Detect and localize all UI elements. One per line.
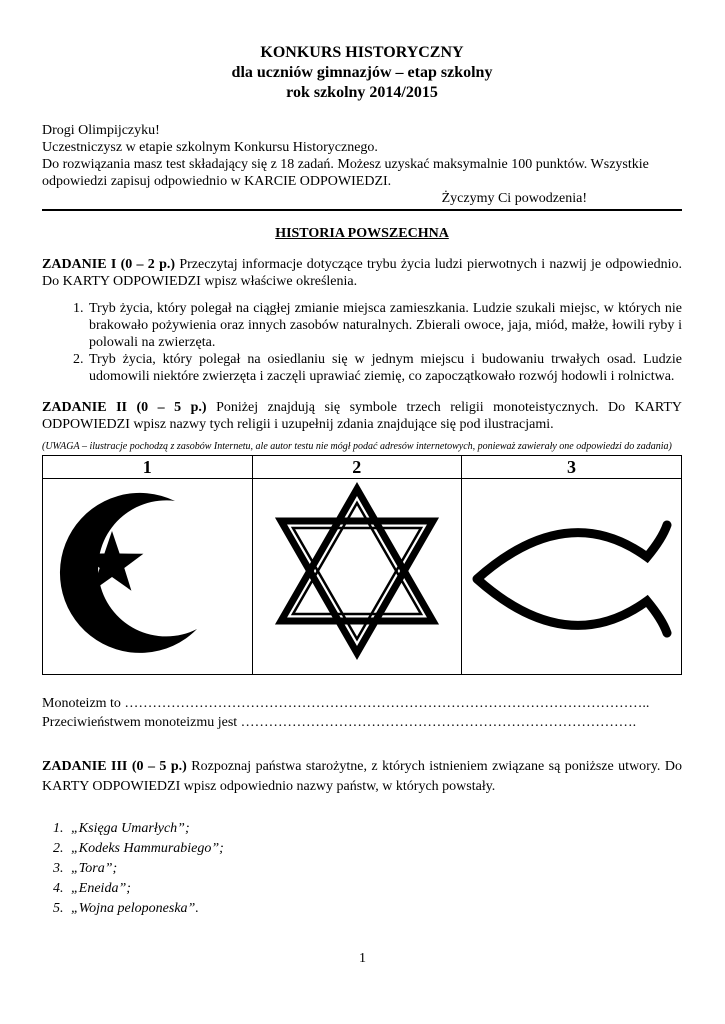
intro-greeting: Drogi Olimpijczyku! — [42, 123, 160, 138]
title-line-1: KONKURS HISTORYCZNY — [260, 44, 464, 61]
title-line-2: dla uczniów gimnazjów – etap szkolny — [231, 64, 493, 81]
task-3-item: 1. „Księga Umarłych”; — [67, 819, 682, 839]
header-divider — [42, 209, 682, 211]
intro-participation: Uczestniczysz w etapie szkolnym Konkursu Historycznego. — [42, 140, 378, 155]
symbol-cell-3 — [462, 479, 682, 675]
task-3-list — [42, 819, 682, 919]
task-1-item: 2. Tryb życia, który polegał na osiedlaniu się w jednym miejscu i budowaniu trwałych osad. Ludzie udomowili niektóre zwierzęta i zaczęli uprawiać ziemię, co zapoczątkowało rozwój hodowli i rolnictwa. — [87, 351, 682, 385]
intro-block — [42, 122, 682, 207]
task-3-item: 3. „Tora”; — [67, 859, 682, 879]
section-title: HISTORIA POWSZECHNA — [275, 226, 449, 241]
symbol-number-2: 2 — [252, 456, 462, 479]
symbol-cell-1 — [43, 479, 253, 675]
task-2-text: Poniżej znajdują się symbole trzech religii monoteistycznych. Do KARTY ODPOWIEDZI wpisz nazwy tych religii i uzupełnij zdania znajdujące się pod ilustracjami. — [42, 400, 683, 432]
symbol-cell-2 — [252, 479, 462, 675]
crescent-star-icon — [47, 479, 247, 669]
symbols-table — [42, 455, 682, 675]
task-1-label: ZADANIE I (0 – 2 p.) — [42, 257, 176, 272]
task-3-text: Rozpoznaj państwa starożytne, z których istnieniem związane są poniższe utwory. Do KARTY ODPOWIEDZI wpisz odpowiednio nazwy państw, w których powstały. — [42, 759, 682, 794]
task-3-item: 4. „Eneida”; — [67, 879, 682, 899]
task-3-label: ZADANIE III (0 – 5 p.) — [42, 759, 187, 774]
monotheism-fill-line: Monoteizm to ………………………………………………………………………………………………….. — [42, 696, 650, 711]
task-1-text: Przeczytaj informacje dotyczące trybu życia ludzi pierwotnych i nazwij je odpowiednio. Do KARTY ODPOWIEDZI wpisz właściwe określenia. — [42, 257, 682, 289]
polytheism-fill-line: Przeciwieństwem monoteizmu jest …………………………………………………………………………. — [42, 715, 637, 730]
page-number: 1 — [359, 951, 366, 966]
task-2-label: ZADANIE II (0 – 5 p.) — [42, 400, 207, 415]
symbol-number-1: 1 — [43, 456, 253, 479]
task-1 — [42, 256, 682, 290]
task-3-item: 5. „Wojna peloponeska”. — [67, 899, 682, 919]
intro-instructions: Do rozwiązania masz test składający się z 18 zadań. Możesz uzyskać maksymalnie 100 punktów. Wszystkie odpowiedzi zapisuj odpowiednio w KARCIE ODPOWIEDZI. — [42, 157, 649, 189]
intro-wish: Życzymy Ci powodzenia! — [441, 191, 587, 206]
star-of-david-icon — [257, 479, 457, 669]
title-line-3: rok szkolny 2014/2015 — [286, 84, 438, 101]
task-3-item: 2. „Kodeks Hammurabiego”; — [67, 839, 682, 859]
task-3 — [42, 757, 682, 797]
symbol-number-3: 3 — [462, 456, 682, 479]
task-2 — [42, 399, 682, 433]
task-1-list — [42, 300, 682, 385]
task-2-note: (UWAGA – ilustracje pochodzą z zasobów Internetu, ale autor testu nie mógł podać adresów internetowych, ponieważ zawierały one odpowiedzi do zadania) — [42, 441, 672, 452]
ichthys-icon — [467, 479, 677, 669]
document-page — [42, 43, 682, 919]
task-1-item: 1. Tryb życia, który polegał na ciągłej zmianie miejsca zamieszkania. Ludzie szukali miejsc, w których nie brakowało pożywienia oraz innych zasobów naturalnych. Zbierali owoce, jaja, miód, małże, łowili ryby i polowali na zwierzęta. — [87, 300, 682, 351]
